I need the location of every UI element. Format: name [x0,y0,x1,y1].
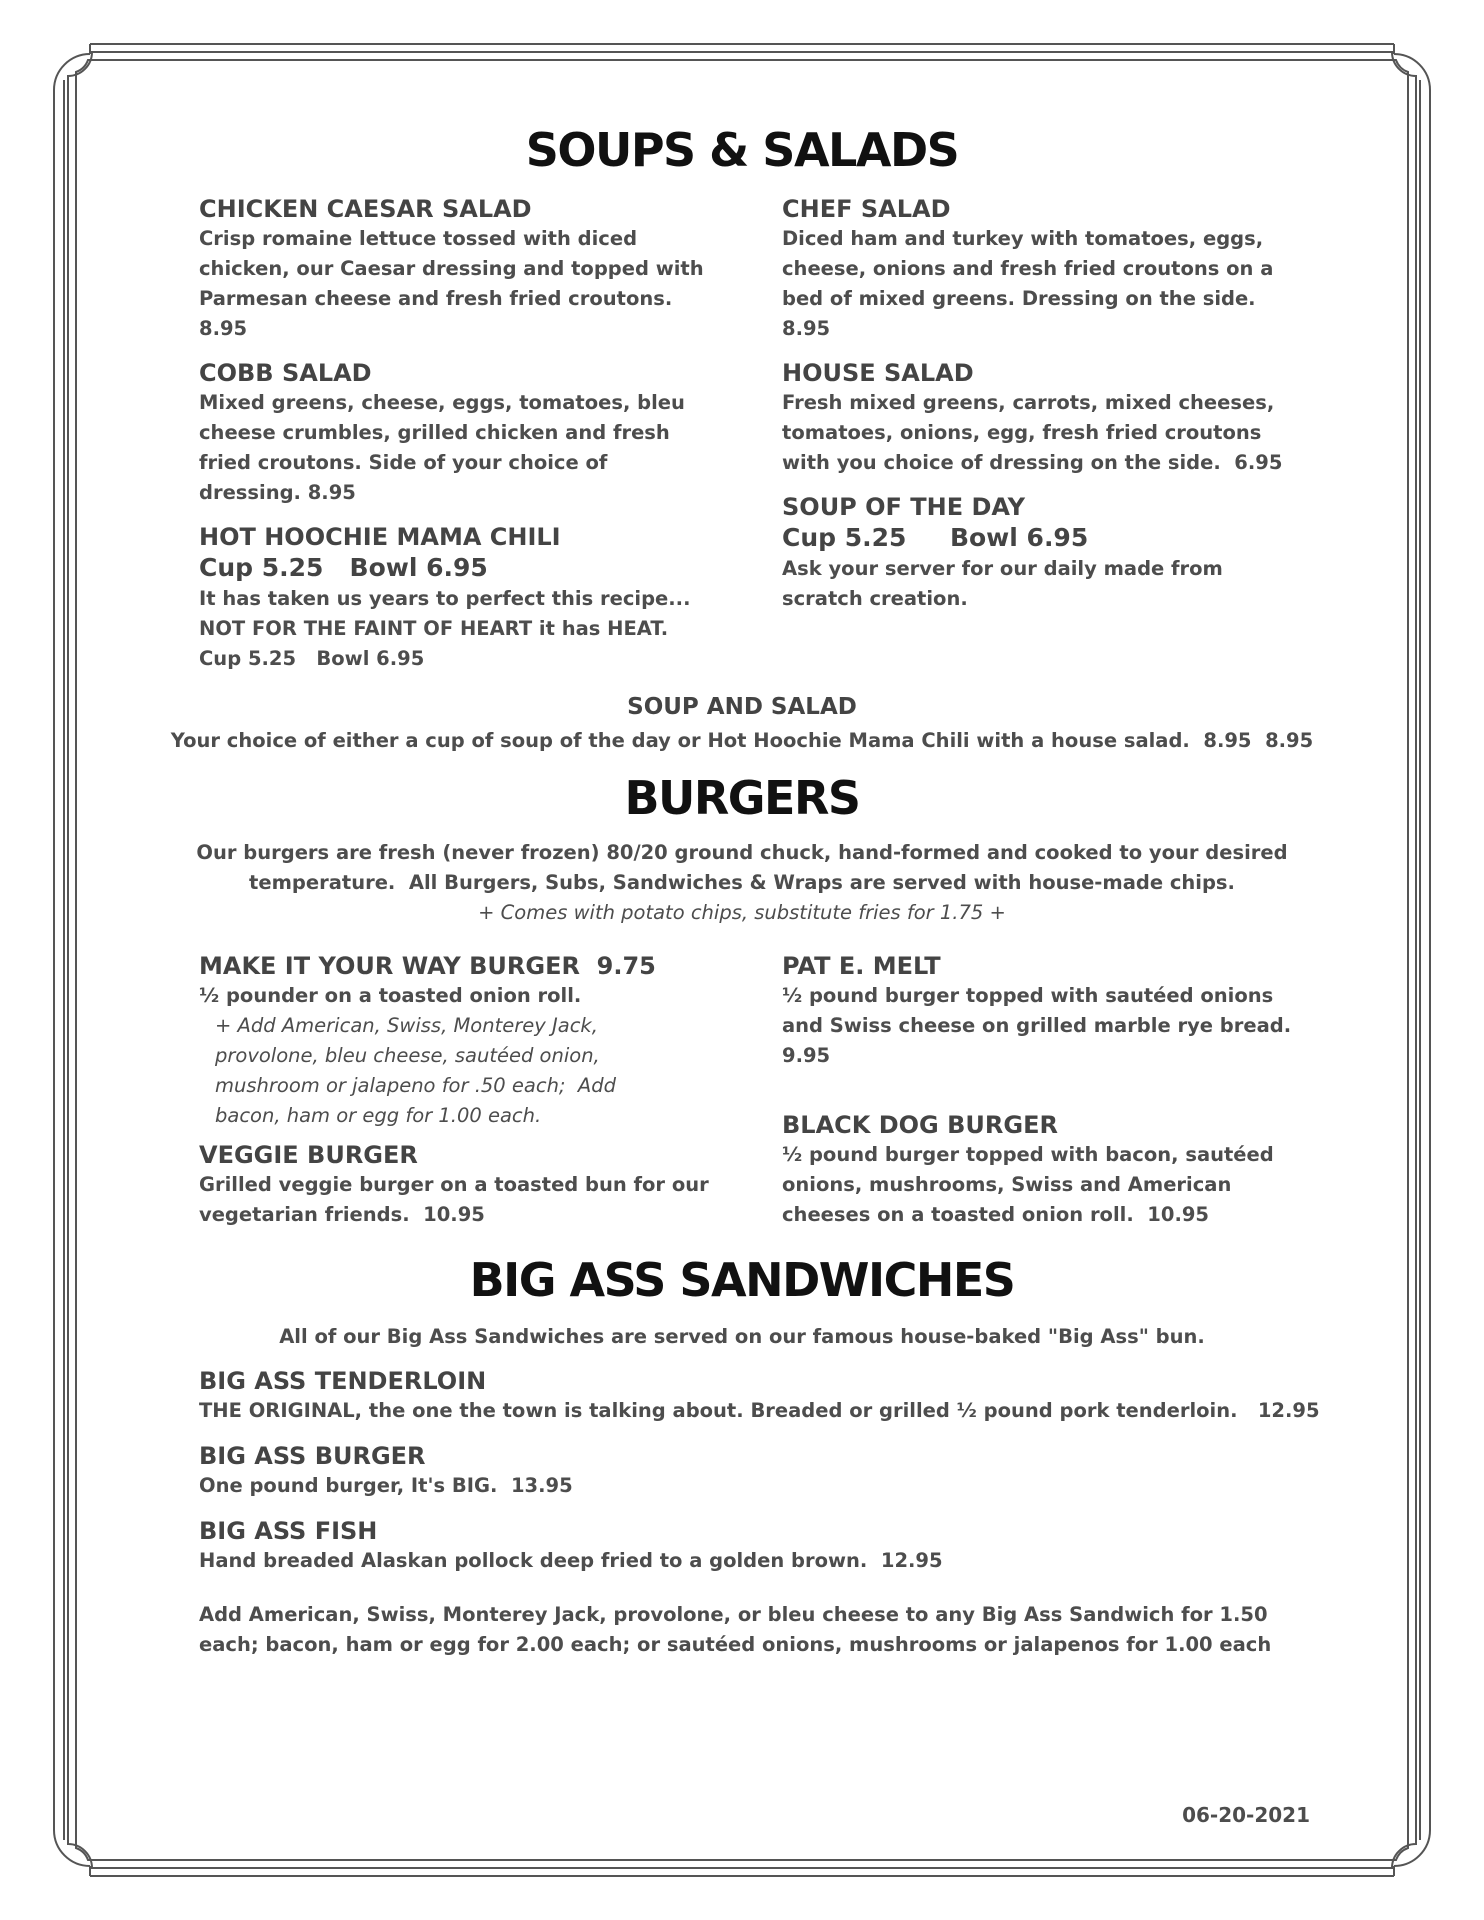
intro-line: temperature. All Burgers, Subs, Sandwiches & Wraps are served with house-made chips. [249,871,1235,894]
note-line: mushroom or jalapeno for .50 each; Add [215,1074,616,1097]
item-description [199,224,739,344]
veggie-burger [199,1140,739,1230]
item-description [199,1170,739,1230]
item-title: COBB SALAD [199,359,372,387]
price: 9.95 [782,1044,831,1067]
desc-line: cheese crumbles, grilled chicken and fresh [199,421,670,444]
cup-bowl-price: Cup 5.25 Bowl 6.95 [782,523,1089,552]
burgers-heading: BURGERS [624,771,860,825]
item-description [199,388,739,508]
desc-line: Ask your server for our daily made from [782,557,1223,580]
black-dog-burger [782,1110,1322,1230]
sandwiches-intro: All of our Big Ass Sandwiches are served on our famous house-baked "Big Ass" bun. [279,1325,1205,1348]
item-title: BLACK DOG BURGER [782,1111,1058,1139]
cup-bowl-price: Cup 5.25 Bowl 6.95 [199,553,488,582]
desc-line: Grilled veggie burger on a toasted bun for our [199,1173,709,1196]
item-title: BIG ASS FISH [199,1517,378,1545]
item-description: One pound burger, It's BIG. 13.95 [199,1474,573,1497]
desc-line: dressing. 8.95 [199,481,356,504]
desc-line: tomatoes, onions, egg, fresh fried croutons [782,421,1262,444]
item-title: CHICKEN CAESAR SALAD [199,195,532,223]
item-description [199,981,739,1011]
desc-line: cheeses on a toasted onion roll. 10.95 [782,1203,1209,1226]
make-it-your-way-burger [199,951,739,1131]
add-on-line: Add American, Swiss, Monterey Jack, provolone, or bleu cheese to any Big Ass Sandwich for 1.50 [199,1603,1268,1626]
pat-e-melt [782,951,1322,1071]
soup-and-salad-title: SOUP AND SALAD [627,694,857,720]
chicken-caesar-salad [199,194,739,344]
desc-line: cheese, onions and fresh fried croutons on a [782,257,1274,280]
desc-line: bed of mixed greens. Dressing on the side. [782,287,1256,310]
desc-line: onions, mushrooms, Swiss and American [782,1173,1232,1196]
price: 8.95 [782,317,831,340]
desc-line: vegetarian friends. 10.95 [199,1203,485,1226]
item-title: HOT HOOCHIE MAMA CHILI [199,523,561,551]
desc-line: scratch creation. [782,587,968,610]
item-description: THE ORIGINAL, the one the town is talking about. Breaded or grilled ½ pound pork tenderloin. 12.95 [199,1399,1320,1422]
desc-line: with you choice of dressing on the side. 6.95 [782,451,1283,474]
sandwich-add-ons [199,1600,1309,1660]
desc-line: ½ pounder on a toasted onion roll. [199,984,582,1007]
desc-line: fried croutons. Side of your choice of [199,451,608,474]
desc-line: Fresh mixed greens, carrots, mixed cheeses, [782,391,1275,414]
desc-line: ½ pound burger topped with bacon, sautéed [782,1143,1274,1166]
add-ons-note [199,1011,739,1131]
burgers-chips-note: + Comes with potato chips, substitute fries for 1.75 + [478,901,1006,924]
desc-line: Cup 5.25 Bowl 6.95 [199,647,425,670]
menu-date: 06-20-2021 [1182,1803,1310,1827]
cobb-salad [199,358,739,508]
intro-line: Our burgers are fresh (never frozen) 80/20 ground chuck, hand-formed and cooked to your desired [196,841,1288,864]
desc-line: and Swiss cheese on grilled marble rye bread. [782,1014,1292,1037]
item-title: VEGGIE BURGER [199,1141,418,1169]
burgers-intro [0,838,1484,898]
note-line: + Add American, Swiss, Monterey Jack, [215,1014,598,1037]
desc-line: chicken, our Caesar dressing and topped with [199,257,704,280]
house-salad [782,358,1322,478]
soup-and-salad-description: Your choice of either a cup of soup of the day or Hot Hoochie Mama Chili with a house salad. 8.95 8.95 [170,729,1314,752]
big-ass-fish [199,1516,1309,1576]
desc-line: Crisp romaine lettuce tossed with diced [199,227,638,250]
item-description: Hand breaded Alaskan pollock deep fried to a golden brown. 12.95 [199,1549,943,1572]
big-ass-burger [199,1441,1309,1501]
sandwiches-heading: BIG ASS SANDWICHES [469,1253,1015,1307]
price: 8.95 [199,317,248,340]
hot-hoochie-mama-chili [199,522,739,674]
item-title: BIG ASS TENDERLOIN [199,1367,487,1395]
note-line: bacon, ham or egg for 1.00 each. [215,1104,542,1127]
big-ass-tenderloin [199,1366,1320,1426]
item-description [199,584,739,674]
note-line: provolone, bleu cheese, sautéed onion, [215,1044,600,1067]
item-description [782,224,1322,344]
item-description [782,981,1322,1071]
soups-salads-heading: SOUPS & SALADS [525,123,959,177]
item-title: SOUP OF THE DAY [782,493,1026,521]
desc-line: Mixed greens, cheese, eggs, tomatoes, bleu [199,391,685,414]
item-description [782,1140,1322,1230]
add-on-line: each; bacon, ham or egg for 2.00 each; or sautéed onions, mushrooms or jalapenos for 1.00 each [199,1633,1272,1656]
desc-line: Diced ham and turkey with tomatoes, eggs, [782,227,1264,250]
desc-line: NOT FOR THE FAINT OF HEART it has HEAT. [199,617,669,640]
desc-line: It has taken us years to perfect this recipe... [199,587,691,610]
item-description [782,388,1322,478]
item-title: MAKE IT YOUR WAY BURGER 9.75 [199,952,656,980]
item-title: CHEF SALAD [782,195,951,223]
desc-line: Parmesan cheese and fresh fried croutons. [199,287,673,310]
desc-line: ½ pound burger topped with sautéed onions [782,984,1274,1007]
item-title: HOUSE SALAD [782,359,974,387]
item-title: BIG ASS BURGER [199,1442,426,1470]
chef-salad [782,194,1322,344]
item-description [782,554,1322,614]
soup-of-the-day [782,492,1322,614]
item-title: PAT E. MELT [782,952,941,980]
